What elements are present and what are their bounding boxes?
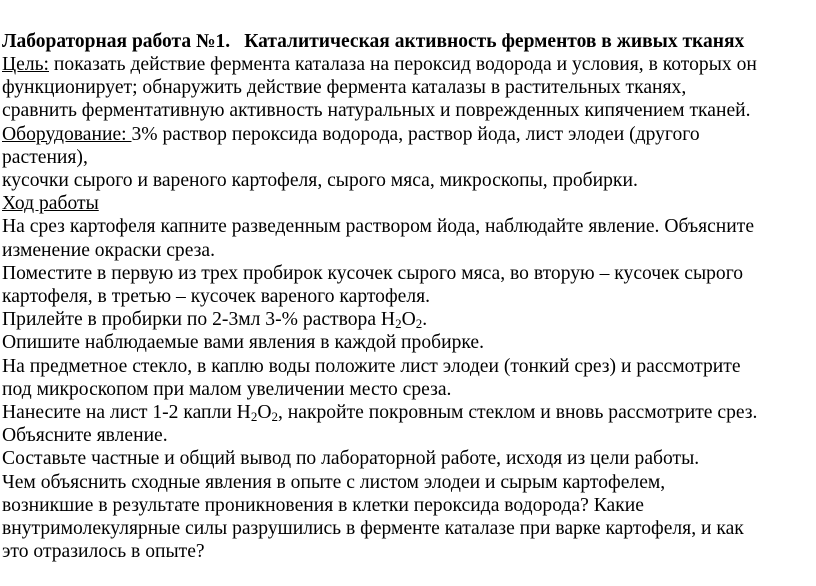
title-topic: Каталитическая активность ферментов в живых тканях bbox=[244, 31, 745, 52]
goal-label: Цель: bbox=[2, 54, 50, 75]
equipment-label: Оборудование: bbox=[2, 123, 132, 145]
step-1-line-2: изменение окраски среза. bbox=[2, 239, 215, 261]
step-5-line-1: На предметное стекло, в каплю воды положите лист элодеи (тонкий срез) и рассмотрите bbox=[2, 355, 741, 377]
equipment-line-1: Оборудование: 3% раствор пероксида водорода, раствор йода, лист элодеи (другого bbox=[2, 123, 700, 145]
step-1-line-1: На срез картофеля капните разведенным раствором йода, наблюдайте явление. Объясните bbox=[2, 216, 755, 238]
step-6-line-1: Нанесите на лист 1-2 капли $Н_2О_2$, накройте покровным стеклом и вновь рассмотрите срез. bbox=[2, 402, 758, 425]
title-lab-number: Лабораторная работа №1. bbox=[2, 31, 231, 52]
question-line-1: Чем объяснить сходные явления в опыте с листом элодеи и сырым картофелем, bbox=[2, 471, 666, 493]
step-6-line-2: Объясните явление. bbox=[2, 425, 168, 447]
step-4: Опишите наблюдаемые вами явления в каждой пробирке. bbox=[2, 332, 485, 354]
question-line-2: возникшие в результате проникновения в клетки пероксида водорода? Какие bbox=[2, 494, 644, 516]
step-5-line-2: под микроскопом при малом увеличении место среза. bbox=[2, 378, 452, 400]
step-3: Прилейте в пробирки по 2-3мл 3-% раствора $Н_2О_2$. bbox=[2, 309, 428, 332]
goal-line-3: сравнить ферментативную активность натуральных и поврежденных кипячением тканей. bbox=[2, 100, 751, 122]
step-2-line-1: Поместите в первую из трех пробирок кусочек сырого мяса, во вторую – кусочек сырого bbox=[2, 262, 744, 284]
equipment-line-3: кусочки сырого и вареного картофеля, сырого мяса, микроскопы, пробирки. bbox=[2, 170, 638, 192]
equipment-line-2: растения), bbox=[2, 146, 88, 168]
step-2-line-2: картофеля, в третью – кусочек вареного картофеля. bbox=[2, 286, 431, 308]
step-7: Составьте частные и общий вывод по лабораторной работе, исходя из цели работы. bbox=[2, 448, 700, 470]
goal-line-2: функционирует; обнаружить действие фермента каталазы в растительных тканях, bbox=[2, 77, 687, 99]
question-line-4: это отразилось в опыте? bbox=[2, 541, 205, 563]
procedure-heading: Ход работы bbox=[2, 193, 99, 215]
goal-line-1: Цель: показать действие фермента каталаза на пероксид водорода и условия, в которых он bbox=[2, 54, 757, 75]
question-line-3: внутримолекулярные силы разрушились в ферменте каталазе при варке картофеля, и как bbox=[2, 518, 744, 540]
document-body bbox=[2, 30, 814, 563]
page-title bbox=[2, 30, 814, 53]
